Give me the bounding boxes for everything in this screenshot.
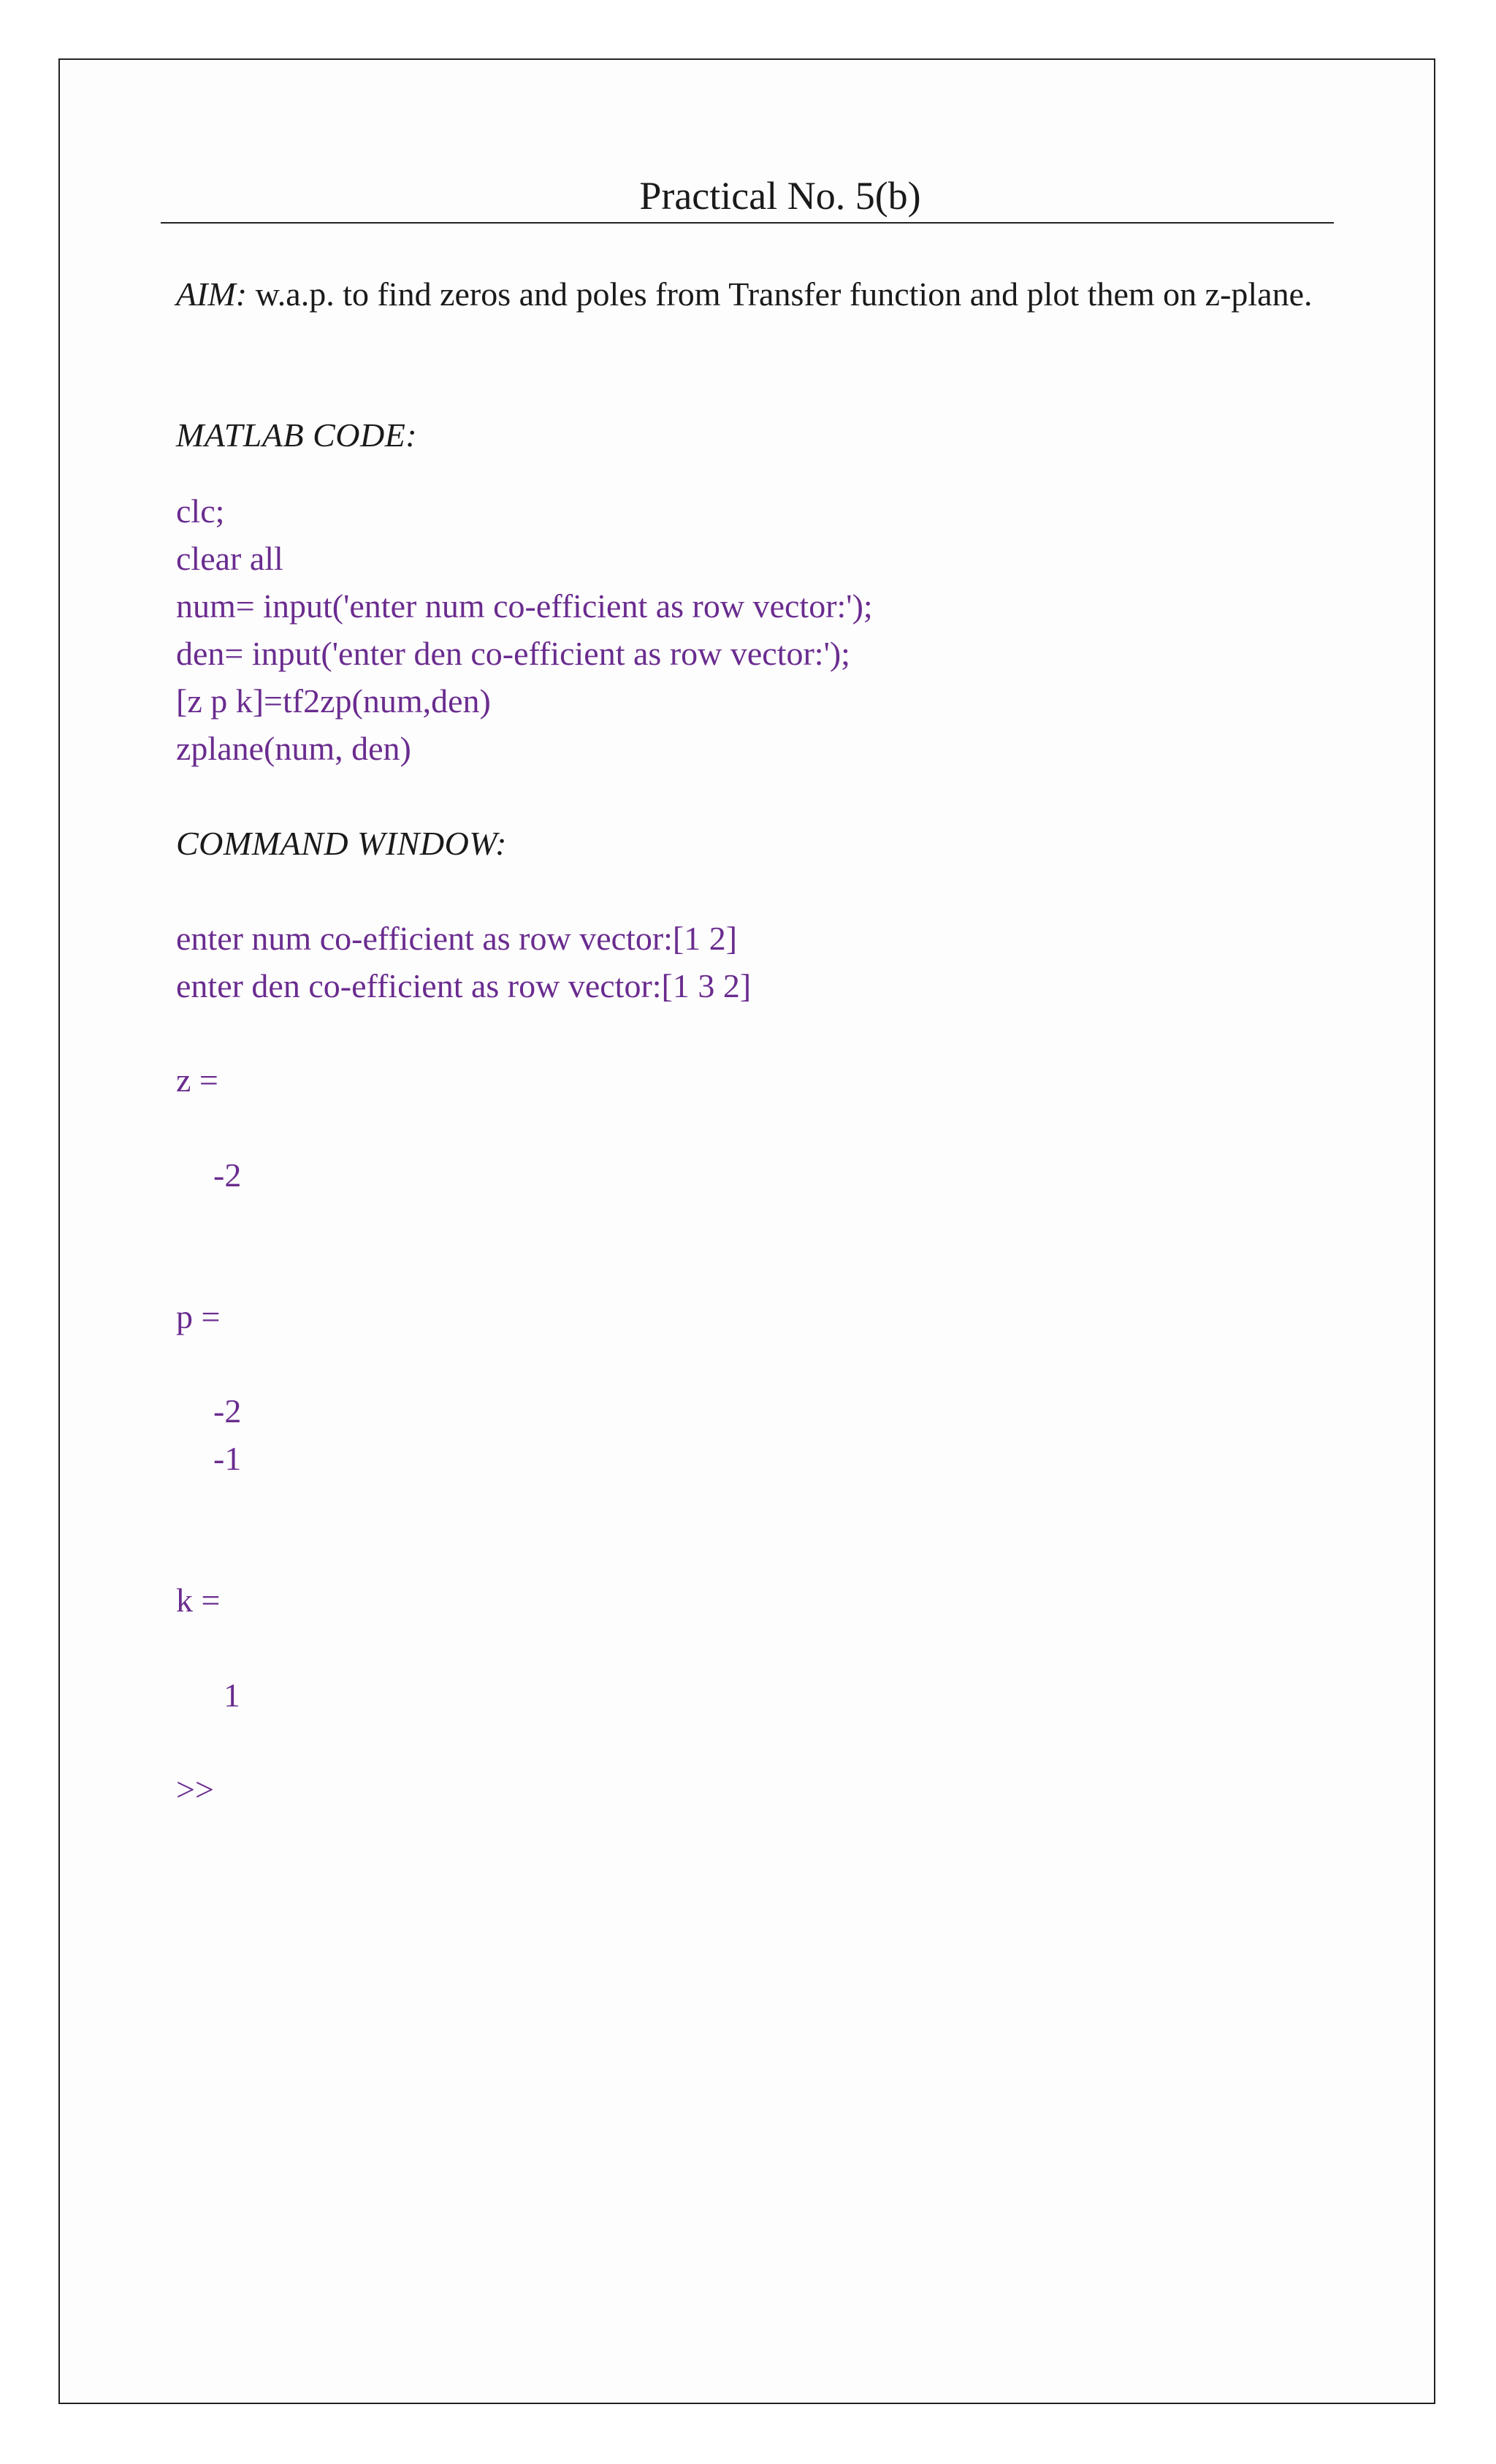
page-border — [58, 58, 1435, 2404]
z-label: z = — [176, 1061, 218, 1099]
p-label: p = — [176, 1298, 221, 1335]
code-line: clc; — [176, 492, 225, 530]
p-value: -2 — [213, 1392, 242, 1430]
k-value: 1 — [224, 1677, 240, 1714]
command-input-num: enter num co-efficient as row vector:[1 2] — [176, 920, 738, 957]
matlab-code-heading: MATLAB CODE: — [176, 416, 418, 454]
k-label: k = — [176, 1582, 221, 1619]
aim-label: AIM: — [176, 275, 248, 313]
matlab-code-block — [176, 487, 873, 772]
code-line: den= input('enter den co-efficient as row vector:'); — [176, 635, 850, 672]
command-input-den: enter den co-efficient as row vector:[1 3 2] — [176, 967, 752, 1004]
title-underline — [161, 172, 1334, 224]
z-value: -2 — [213, 1156, 242, 1194]
aim-paragraph — [176, 270, 1345, 318]
code-line: num= input('enter num co-efficient as row vector:'); — [176, 587, 873, 625]
code-line: [z p k]=tf2zp(num,den) — [176, 682, 491, 720]
aim-text: w.a.p. to find zeros and poles from Transfer function and plot them on z-plane. — [247, 275, 1313, 313]
command-prompt: >> — [176, 1771, 214, 1808]
p-value: -1 — [213, 1440, 242, 1477]
page-title: Practical No. 5(b) — [639, 174, 921, 218]
code-line: clear all — [176, 540, 283, 577]
code-line: zplane(num, den) — [176, 730, 411, 767]
command-window-heading: COMMAND WINDOW: — [176, 825, 507, 862]
